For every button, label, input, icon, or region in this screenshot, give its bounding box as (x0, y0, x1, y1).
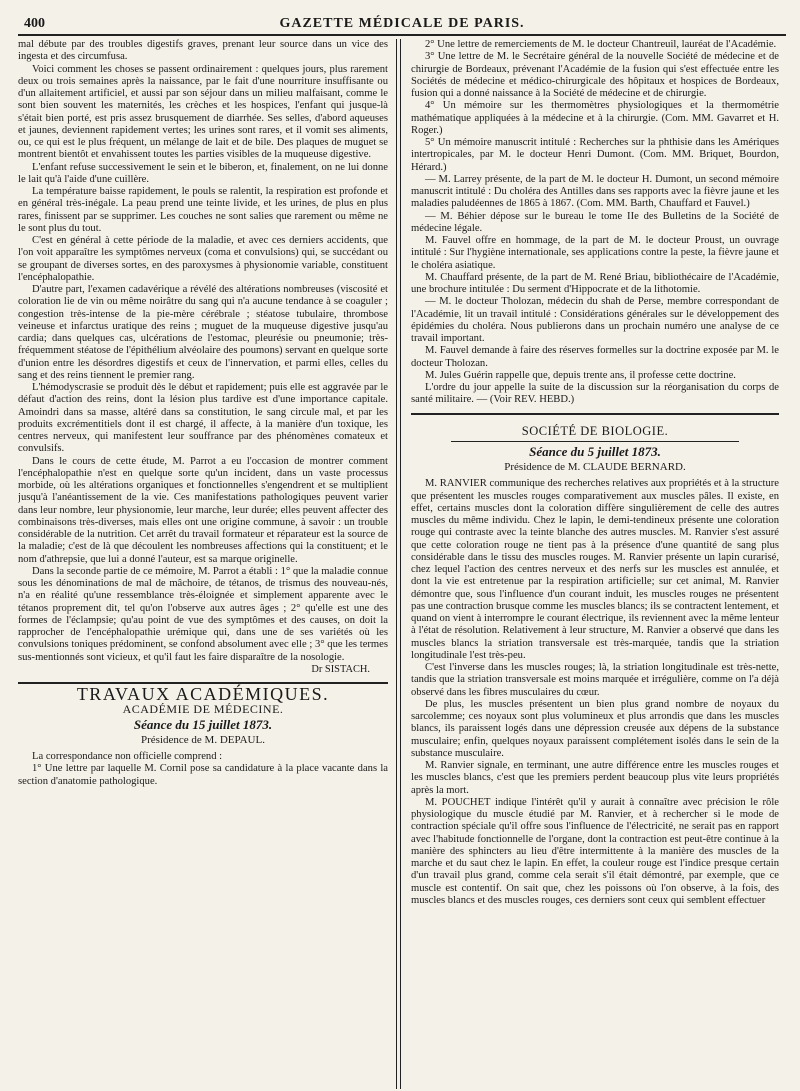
section-title: TRAVAUX ACADÉMIQUES. (76, 684, 330, 704)
paragraph: M. Ranvier signale, en terminant, une autre différence entre les muscles rouges et les muscles blancs, c'est que les premiers perdent beaucoup plus vite leurs propriétés après la mort. (411, 760, 779, 796)
paragraph: 1° Une lettre par laquelle M. Cornil pose sa candidature à la place vacante dans la section d'anatomie pathologique. (18, 763, 388, 787)
presidence: Présidence de M. DEPAUL. (141, 733, 265, 746)
paragraph: 3° Une lettre de M. le Secrétaire général de la nouvelle Société de médecine et de chirurgie de Bordeaux, prévenant l'Académie de la fusion qui s'est effectuée entre les Sociétés de médecine et médico-chirurgicale des hôpitaux et hospices de Bordeaux, fusion qui a donné naissance à la Société de médecine et de chirurgie. (411, 51, 779, 99)
paragraph: — M. Béhier dépose sur le bureau le tome IIe des Bulletins de la Société de médecine légale. (411, 210, 779, 234)
signature: Dr SISTACH. (311, 663, 370, 675)
paragraph: M. Chauffard présente, de la part de M. René Briau, bibliothécaire de l'Académie, une brochure intitulée : Du serment d'Hippocrate et de la lithotomie. (411, 271, 779, 295)
title-underline (451, 441, 739, 442)
academie-heading: ACADÉMIE DE MÉDECINE. (122, 702, 284, 717)
paragraph: L'hémodyscrasie se produit dès le début et rapidement; puis elle est aggravée par le défaut d'action des reins, dont la lésion plus tardive est d'une importance capitale. Amoindri dans sa masse, altéré dans sa constitution, le sang circule mal, et par les produits excrémentitiels dont il est chargé, il affecte, à la manière d'un toxique, les centres nerveux, qui manifestent leur souffrance par des phénomènes comateux et convulsifs. (18, 382, 388, 455)
paragraph: 2° Une lettre de remerciements de M. le docteur Chantreuil, lauréat de l'Académie. (425, 39, 777, 50)
presidence: Présidence de M. CLAUDE BERNARD. (504, 461, 686, 473)
section-divider (411, 413, 779, 415)
left-column (18, 39, 394, 1089)
paragraph: M. RANVIER communique des recherches relatives aux propriétés et à la structure que présentent les muscles rouges comparativement aux muscles pâles. Il existe, en effet, certains muscles dont la coloration diffère singulièrement de celle des autres muscles du même individu. Chez le lapin, le demi-tendineux présente une coloration rouge qui contraste avec la teinte blanche des autres muscles. M. Ranvier s'est assuré que cette coloration rouge ne tient pas à la présence d'une quantité de sang plus considérable dans le tissu des muscles rouges. M. Ranvier présente un lapin curarisé, chez lequel l'action des centres nerveux et des nerfs sur les muscles est annulée, et dont la vie est entretenue par la respiration artificielle; sur cet animal, M. Ranvier démontre que, sous l'influence d'un courant induit, les muscles rouges ne présentent pas une contraction brusque comme les muscles blancs; ils se contractent lentement, et quand on vient à interrompre le courant électrique, ils reviennent avec la même lenteur à l'état de résolution. Relativement à leur structure, M. Ranvier a observé que dans les muscles blancs la striation transversale est très-marquée, tandis que la striation longitudinale l'est très-peu. (411, 478, 779, 661)
paragraph: Voici comment les choses se passent ordinairement : quelques jours, plus rarement deux ou trois semaines après la naissance, par le fait d'une nourriture insuffisante ou d'un allaitement artificiel, et aussi par son séjour dans un milieu malfaisant, comme le sont bien souvent les maternités, les crèches et les hospices, l'enfant qui jusque-là s'était bien porté, est pris assez brusquement de diarrhée. Ses selles, d'abord aqueuses et jaunes, deviennent rapidement vertes; les urines sont rares, et il vomit ses aliments, ou, ce qui est le plus fréquent, un mélange de lait et de bile. Des plaques de muguet se montrent bientôt et envahissent toutes les parties visibles de la muqueuse digestive. (18, 63, 388, 161)
journal-title: GAZETTE MÉDICALE DE PARIS. (279, 16, 525, 31)
page-number: 400 (24, 16, 45, 31)
paragraph: La température baisse rapidement, le pouls se ralentit, la respiration est profonde et en général très-inégale. La peau prend une teinte livide, et les urines, de plus en plus rares, finissent par se supprimer. Les couches ne sont salies que rarement ou même ne le sont plus du tout. (18, 186, 388, 234)
paragraph: — M. le docteur Tholozan, médecin du shah de Perse, membre correspondant de l'Académie, lit un travail intitulé : Considérations générales sur le développement des épidémies du choléra. Nous publierons dans un prochain numéro une analyse de ce travail important. (411, 296, 779, 344)
section-title: SOCIÉTÉ DE BIOLOGIE. (521, 423, 669, 438)
paragraph: M. Jules Guérin rappelle que, depuis trente ans, il professe cette doctrine. (425, 369, 736, 381)
paragraph: — M. Larrey présente, de la part de M. le docteur H. Dumont, un second mémoire manuscrit intitulé : Du choléra des Antilles dans ses rapports avec la fièvre jaune et les maladies paludéennes de 1865 à 1867. (Com. MM. Barth, Chauffard et Fauvel.) (411, 173, 779, 210)
paragraph: L'ordre du jour appelle la suite de la discussion sur la réorganisation du corps de santé militaire. — (Voir REV. HEBD.) (411, 382, 779, 406)
seance-date: Séance du 15 juillet 1873. (133, 716, 273, 732)
right-column (403, 39, 779, 1089)
paragraph: Dans la seconde partie de ce mémoire, M. Parrot a établi : 1° que la maladie connue sous les dénominations de mal de mâchoire, de tétanos, de trismus des nouveau-nés, n'a en réalité qu'une ressemblance très-éloignée et simplement apparente avec le tétanos proprement dit, tel qu'on l'observe aux autres âges ; 2° qu'elle est une des formes de l'éclampsie; qu'au point de vue des symptômes et des causes, on doit la rapprocher de l'encéphalopathie urémique qui, dans une de ses variétés où les convulsions toniques prédominent, se confond absolument avec elle ; 3° que les termes sus-mentionnés sont vicieux, et qu'il faut les faire disparaître de la nosologie. (18, 565, 388, 663)
seance-date: Séance du 5 juillet 1873. (529, 443, 661, 459)
paragraph: M. Fauvel offre en hommage, de la part de M. le docteur Proust, un ouvrage intitulé : Sur l'hygiène internationale, ses applications contre la peste, la fièvre jaune et le choléra asiatique. (411, 235, 779, 271)
paragraph: D'autre part, l'examen cadavérique a révélé des altérations nombreuses (viscosité et coloration lie de vin ou même noirâtre du sang qui n'a aucune tendance à se coaguler ; congestion très-intense de la pie-mère cérébrale ; stéatose tubulaire, thrombose veineuse et infarctus uratique des reins ; muguet de la muqueuse digestive jusqu'au cardia; dans quelques cas, ulcérations de l'estomac, pleurésie ou pneumonie; très-fréquemment stéatose de l'épithélium alvéolaire des poumons) servant en quelque sorte d'union entre les désordres digestifs et ceux de l'innervation, et parmi elles, celles du sang et des reins tiennent le premier rang. (18, 284, 388, 381)
paragraph: La correspondance non officielle comprend : (32, 751, 223, 762)
paragraph: mal débute par des troubles digestifs graves, prenant leur source dans un vice des ingesta et des circumfusa. (18, 39, 388, 63)
paragraph: L'enfant refuse successivement le sein et le biberon, et, finalement, on ne lui donne le lait qu'à l'aide d'une cuillère. (18, 161, 388, 185)
paragraph: M. POUCHET indique l'intérêt qu'il y aurait à connaître avec précision le rôle physiologique du muscle étudié par M. Ranvier, et à rechercher si le mode de contraction spéciale qu'il offre sous l'influence de l'électricité, ne serait pas en rapport avec l'habitude fonctionnelle de l'organe, dont la contraction est peut-être continue à la manière des sphincters au lieu d'être intermittente à la manière des muscles de la marche et du saut chez le lapin. En effet, la couleur rouge est l'indice presque certain d'un travail plus grand, comme cela serait s'il était démontré, par exemple, que ce muscle est contentif. On sait que, chez les poissons où l'on observe, à la fois, des muscles blancs et des muscles rouges, ces derniers sont ceux qui semblent effectuer (411, 796, 779, 906)
paragraph: 4° Un mémoire sur les thermomètres physiologiques et la thermométrie mathématique appliquées à la médecine et à la chirurgie. (Com. MM. Gavarret et H. Roger.) (411, 100, 779, 136)
paragraph: 5° Un mémoire manuscrit intitulé : Recherches sur la phthisie dans les Amériques intertropicales, par M. le docteur Henri Dumont. (Com. MM. Briquet, Bourdon, Hérard.) (411, 137, 779, 173)
columns (18, 39, 786, 1089)
column-divider (396, 39, 401, 1089)
page-header (18, 8, 786, 36)
paragraph: De plus, les muscles présentent un bien plus grand nombre de noyaux du sarcolemme; ces noyaux sont plus volumineux et plus arrondis que dans les muscles blancs, ils paraissent logés dans une dépression creusée aux dépens de la substance musculaire; enfin, quelques noyaux paraissent complétement isolés dans le sein de la substance musculaire. (411, 698, 779, 759)
paragraph: M. Fauvel demande à faire des réserves formelles sur la doctrine exposée par M. le docteur Tholozan. (411, 345, 779, 369)
paragraph: Dans le cours de cette étude, M. Parrot a eu l'occasion de montrer comment l'encéphalopathie n'est en quelque sorte qu'un incident, dans un vaste processus morbide, où les altérations organiques et fonctionnelles s'engendrent et se multiplient jusqu'à l'anéantissement de la vie. Ces manifestations pathologiques peuvent varier dans leur nombre, leur physionomie, leur marche, leur durée; elles peuvent affecter des combinaisons très-diverses, mais elles ont une origine commune, à savoir : un trouble considérable de la nutrition. Cet arrêt du travail formateur et réparateur est la source de la maladie; c'est de là que découlent les nombreuses affections qui la constituent; et le nom d'athrepsie, que lui a donné l'auteur, est sa marque originelle. (18, 455, 388, 565)
paragraph: C'est l'inverse dans les muscles rouges; là, la striation longitudinale est très-nette, tandis que la striation transversale est moins marquée et irrégulière, comme on l'a déjà observé dans les fibres musculaires du cœur. (411, 662, 779, 698)
paragraph: C'est en général à cette période de la maladie, et avec ces derniers accidents, que l'on voit apparaître les symptômes nerveux (coma et convulsions) qui, se succédant ou se groupant de diverses sortes, en des paroxysmes à physionomie variable, constituent l'encéphalopathie. (18, 235, 388, 283)
